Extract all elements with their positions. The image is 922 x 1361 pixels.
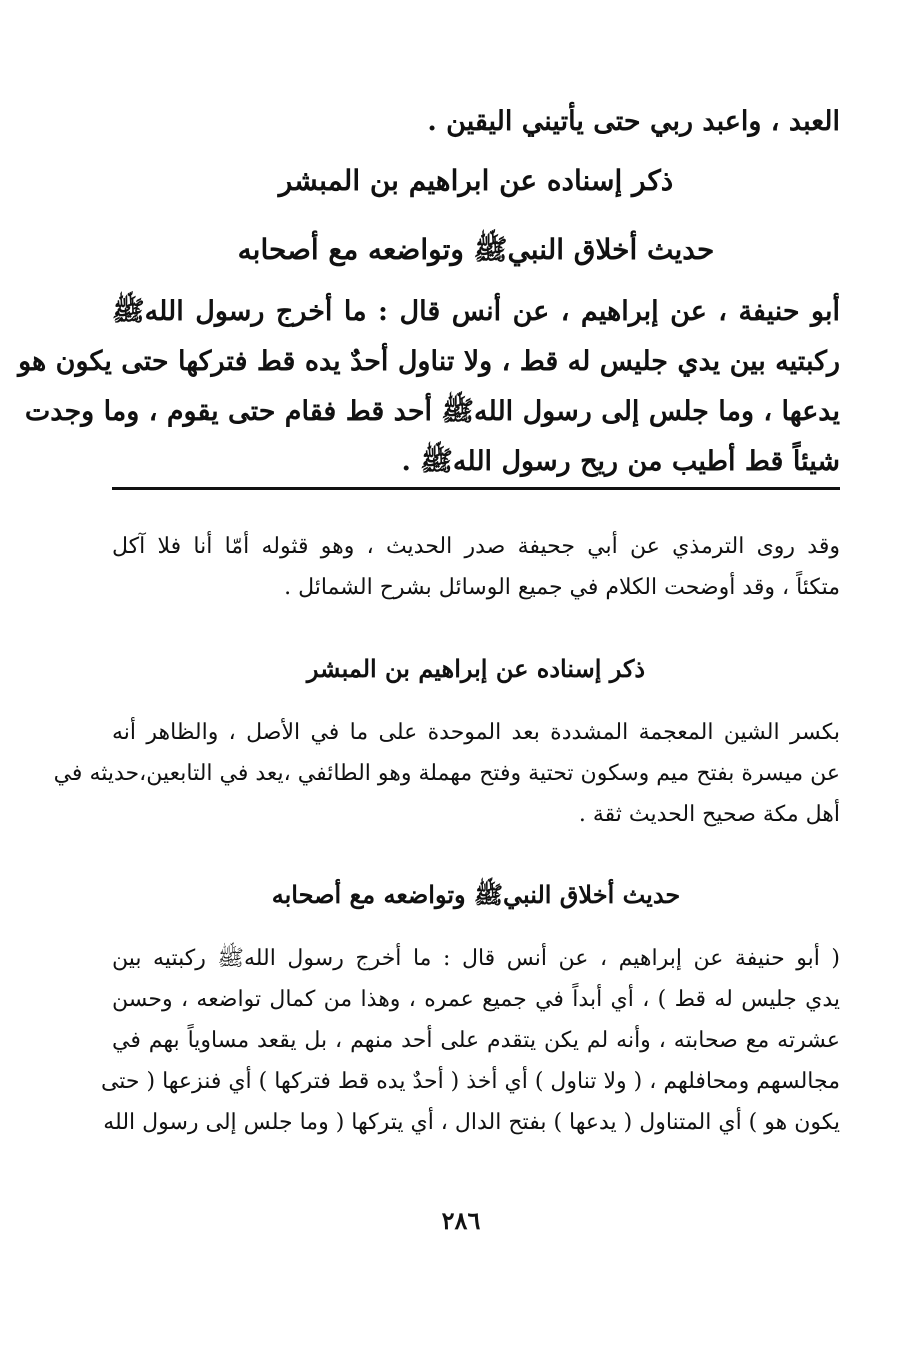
- text-line: بكسر الشين المعجمة المشددة بعد الموحدة على ما في الأصل ، والظاهر أنه: [112, 720, 840, 745]
- text-line: عن ميسرة بفتح ميم وسكون تحتية وفتح مهملة وهو الطائفي ،يعد في التابعين،حديثه في: [53, 761, 840, 786]
- text-line: يدي جليس له قط ) ، أي أبداً في جميع عمره ، وهذا من كمال تواضعه ، وحسن: [112, 987, 840, 1012]
- main-hadith-paragraph: [18, 287, 840, 487]
- text-line: وقد روى الترمذي عن أبي جحيفة صدر الحديث ، وهو قثوله أمّا أنا فلا آكل: [112, 534, 840, 559]
- commentary-intro-paragraph: [112, 526, 840, 608]
- text-line: يكون هو ) أي المتناول ( يدعها ) بفتح الدال ، أي يتركها ( وما جلس إلى رسول الله: [103, 1110, 840, 1135]
- text-line: العبد ، واعبد ربي حتى يأتيني اليقين .: [427, 106, 840, 137]
- text-line: عشرته مع صحابته ، وأنه لم يكن يتقدم على أحد منهم ، بل يقعد مساوياً بهم في: [112, 1028, 840, 1053]
- footnote-separator-rule: [112, 487, 840, 490]
- commentary-hadith-paragraph: [100, 938, 840, 1143]
- text-line: أبو حنيفة ، عن إبراهيم ، عن أنس قال : ما أخرج رسول اللهﷺ: [112, 296, 840, 327]
- main-heading-hadith: حديث أخلاق النبيﷺ وتواضعه مع أصحابه: [237, 233, 715, 266]
- text-line: شيئاً قط أطيب من ريح رسول اللهﷺ .: [401, 446, 840, 477]
- text-line: متكئاً ، وقد أوضحت الكلام في جميع الوسائل بشرح الشمائل .: [284, 575, 840, 600]
- text-line: ركبتيه بين يدي جليس له قط ، ولا تناول أحدٌ يده قط فتركها حتى يكون هو: [18, 346, 840, 377]
- text-line: ( أبو حنيفة عن إبراهيم ، عن أنس قال : ما أخرج رسول اللهﷺ ركبتيه بين: [112, 946, 840, 971]
- commentary-heading-isnad: ذكر إسناده عن إبراهيم بن المبشر: [306, 654, 646, 683]
- page-number: ٢٨٦: [441, 1206, 481, 1235]
- main-heading-isnad: ذكر إسناده عن ابراهيم بن المبشر: [278, 164, 674, 197]
- main-text-top-line: [112, 97, 840, 147]
- commentary-isnad-paragraph: [53, 712, 840, 835]
- text-line: مجالسهم ومحافلهم ، ( ولا تناول ) أي أخذ ( أحدٌ يده قط فتركها ) أي فنزعها ( حتى: [100, 1069, 840, 1094]
- text-line: أهل مكة صحيح الحديث ثقة .: [578, 802, 840, 827]
- text-line: يدعها ، وما جلس إلى رسول اللهﷺ أحد قط فقام حتى يقوم ، وما وجدت: [24, 396, 840, 427]
- commentary-heading-hadith: حديث أخلاق النبيﷺ وتواضعه مع أصحابه: [271, 880, 681, 909]
